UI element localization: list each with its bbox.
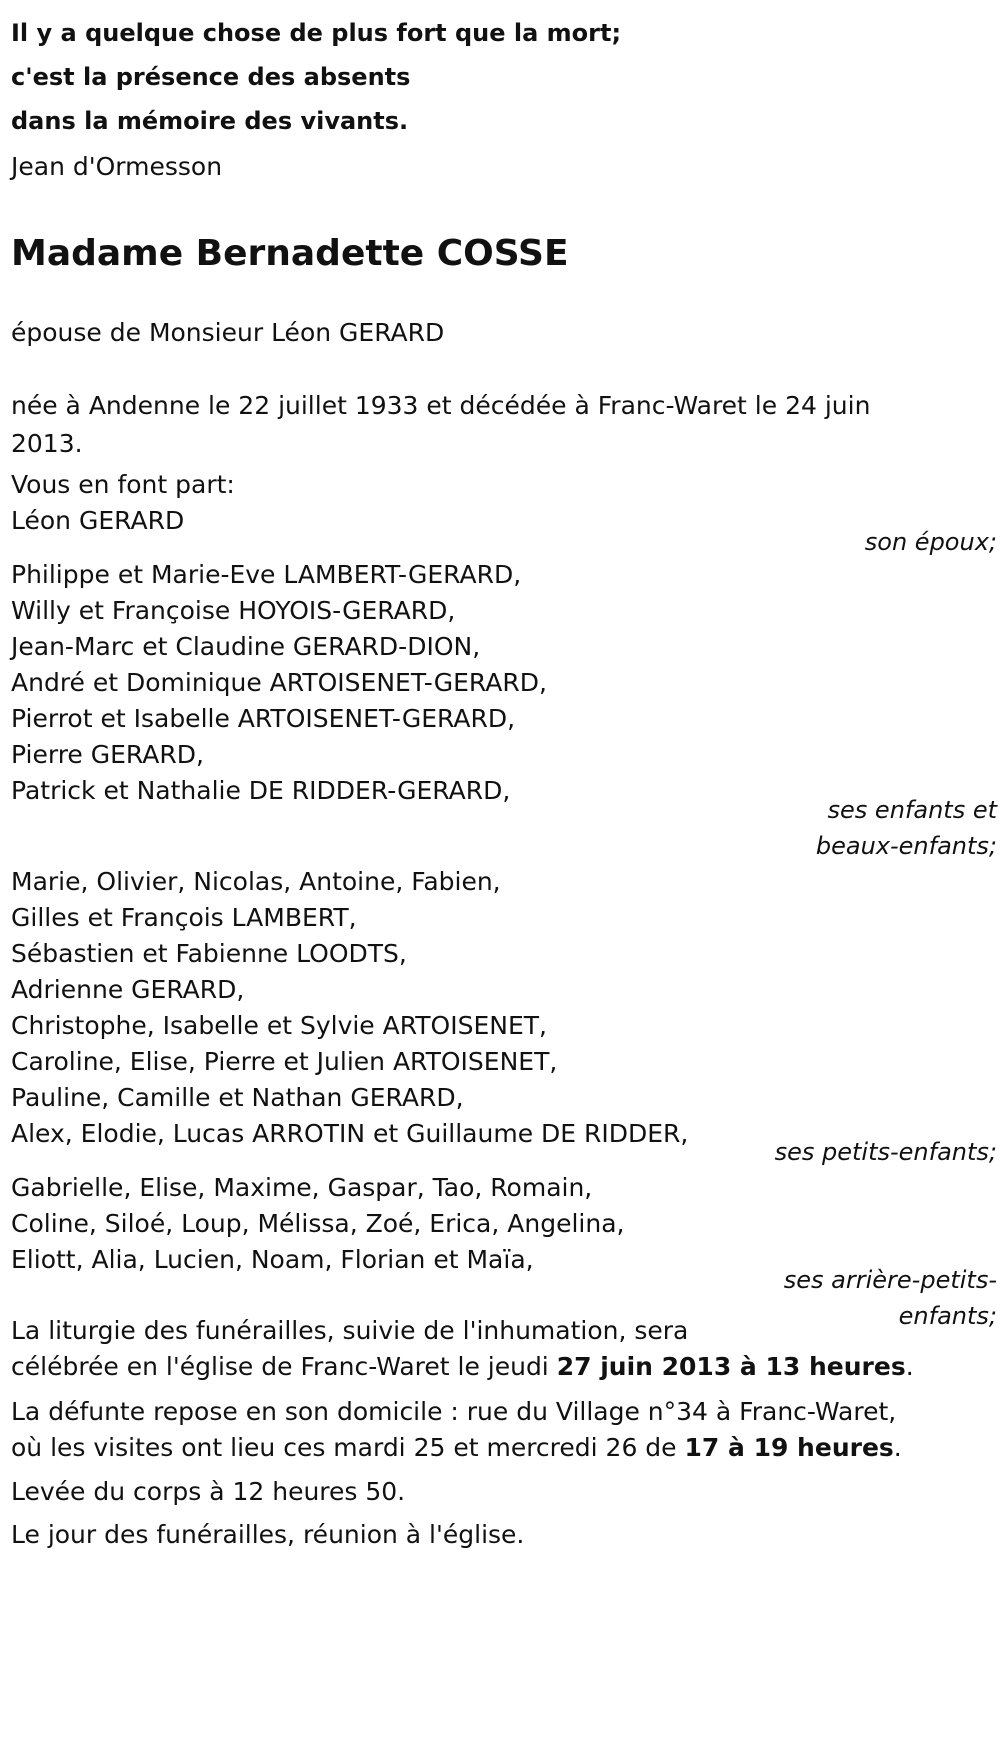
quote-line: dans la mémoire des vivants. bbox=[11, 107, 409, 135]
children-role-line: ses enfants et bbox=[827, 796, 997, 824]
list-item: Pauline, Camille et Nathan GERARD, bbox=[11, 1083, 464, 1112]
list-item: Eliott, Alia, Lucien, Noam, Florian et Maïa, bbox=[11, 1245, 534, 1274]
list-item: Coline, Siloé, Loup, Mélissa, Zoé, Erica, Angelina, bbox=[11, 1209, 625, 1238]
great-grandchildren-role-line: ses arrière-petits- bbox=[783, 1266, 997, 1294]
liturgy-line: La liturgie des funérailles, suivie de l'inhumation, sera bbox=[11, 1316, 689, 1345]
spouse-name: Léon GERARD bbox=[11, 506, 185, 535]
list-item: Willy et Françoise HOYOIS-GERARD, bbox=[11, 596, 456, 625]
spouse-line: épouse de Monsieur Léon GERARD bbox=[11, 318, 445, 347]
list-item: Patrick et Nathalie DE RIDDER-GERARD, bbox=[11, 776, 511, 805]
deceased-name: Madame Bernadette COSSE bbox=[11, 233, 569, 274]
repose-hours: 17 à 19 heures bbox=[684, 1433, 894, 1462]
quote-block bbox=[11, 0, 971, 146]
repose-prefix: où les visites ont lieu ces mardi 25 et mercredi 26 de bbox=[11, 1433, 685, 1462]
list-item: Gilles et François LAMBERT, bbox=[11, 903, 357, 932]
liturgy-paragraph bbox=[11, 1313, 971, 1385]
quote-line: c'est la présence des absents bbox=[11, 63, 411, 91]
announcement-intro: Vous en font part: bbox=[11, 470, 235, 499]
children-role-line: beaux-enfants; bbox=[815, 832, 997, 860]
list-item: Pierrot et Isabelle ARTOISENET-GERARD, bbox=[11, 704, 516, 733]
repose-line-2 bbox=[11, 1430, 971, 1466]
repose-suffix: . bbox=[893, 1433, 902, 1462]
reunion-line: Le jour des funérailles, réunion à l'église. bbox=[11, 1520, 525, 1549]
repose-paragraph bbox=[11, 1394, 971, 1466]
repose-line: La défunte repose en son domicile : rue du Village n°34 à Franc-Waret, bbox=[11, 1397, 897, 1426]
birth-death-line: née à Andenne le 22 juillet 1933 et décédée à Franc-Waret le 24 juin 2013. bbox=[11, 391, 871, 458]
spouse-role: son époux; bbox=[864, 528, 997, 556]
children-list bbox=[11, 557, 971, 809]
list-item: Gabrielle, Elise, Maxime, Gaspar, Tao, Romain, bbox=[11, 1173, 593, 1202]
list-item: Christophe, Isabelle et Sylvie ARTOISENET, bbox=[11, 1011, 547, 1040]
great-grandchildren-role-line: enfants; bbox=[898, 1302, 997, 1330]
grandchildren-role: ses petits-enfants; bbox=[774, 1138, 997, 1166]
liturgy-prefix: célébrée en l'église de Franc-Waret le jeudi bbox=[11, 1352, 557, 1381]
list-item: Philippe et Marie-Eve LAMBERT-GERARD, bbox=[11, 560, 522, 589]
quote-author: Jean d'Ormesson bbox=[11, 152, 223, 181]
liturgy-suffix: . bbox=[905, 1352, 914, 1381]
list-item: Adrienne GERARD, bbox=[11, 975, 245, 1004]
list-item: André et Dominique ARTOISENET-GERARD, bbox=[11, 668, 547, 697]
list-item: Jean-Marc et Claudine GERARD-DION, bbox=[11, 632, 481, 661]
levee-line: Levée du corps à 12 heures 50. bbox=[11, 1477, 406, 1506]
children-role bbox=[737, 792, 997, 864]
list-item: Pierre GERARD, bbox=[11, 740, 204, 769]
grandchildren-list bbox=[11, 864, 971, 1152]
list-item: Sébastien et Fabienne LOODTS, bbox=[11, 939, 407, 968]
quote-line: Il y a quelque chose de plus fort que la mort; bbox=[11, 19, 622, 47]
liturgy-line-2 bbox=[11, 1349, 971, 1385]
list-item: Caroline, Elise, Pierre et Julien ARTOISENET, bbox=[11, 1047, 558, 1076]
liturgy-date: 27 juin 2013 à 13 heures bbox=[556, 1352, 906, 1381]
list-item: Marie, Olivier, Nicolas, Antoine, Fabien, bbox=[11, 867, 501, 896]
list-item: Alex, Elodie, Lucas ARROTIN et Guillaume DE RIDDER, bbox=[11, 1119, 689, 1148]
